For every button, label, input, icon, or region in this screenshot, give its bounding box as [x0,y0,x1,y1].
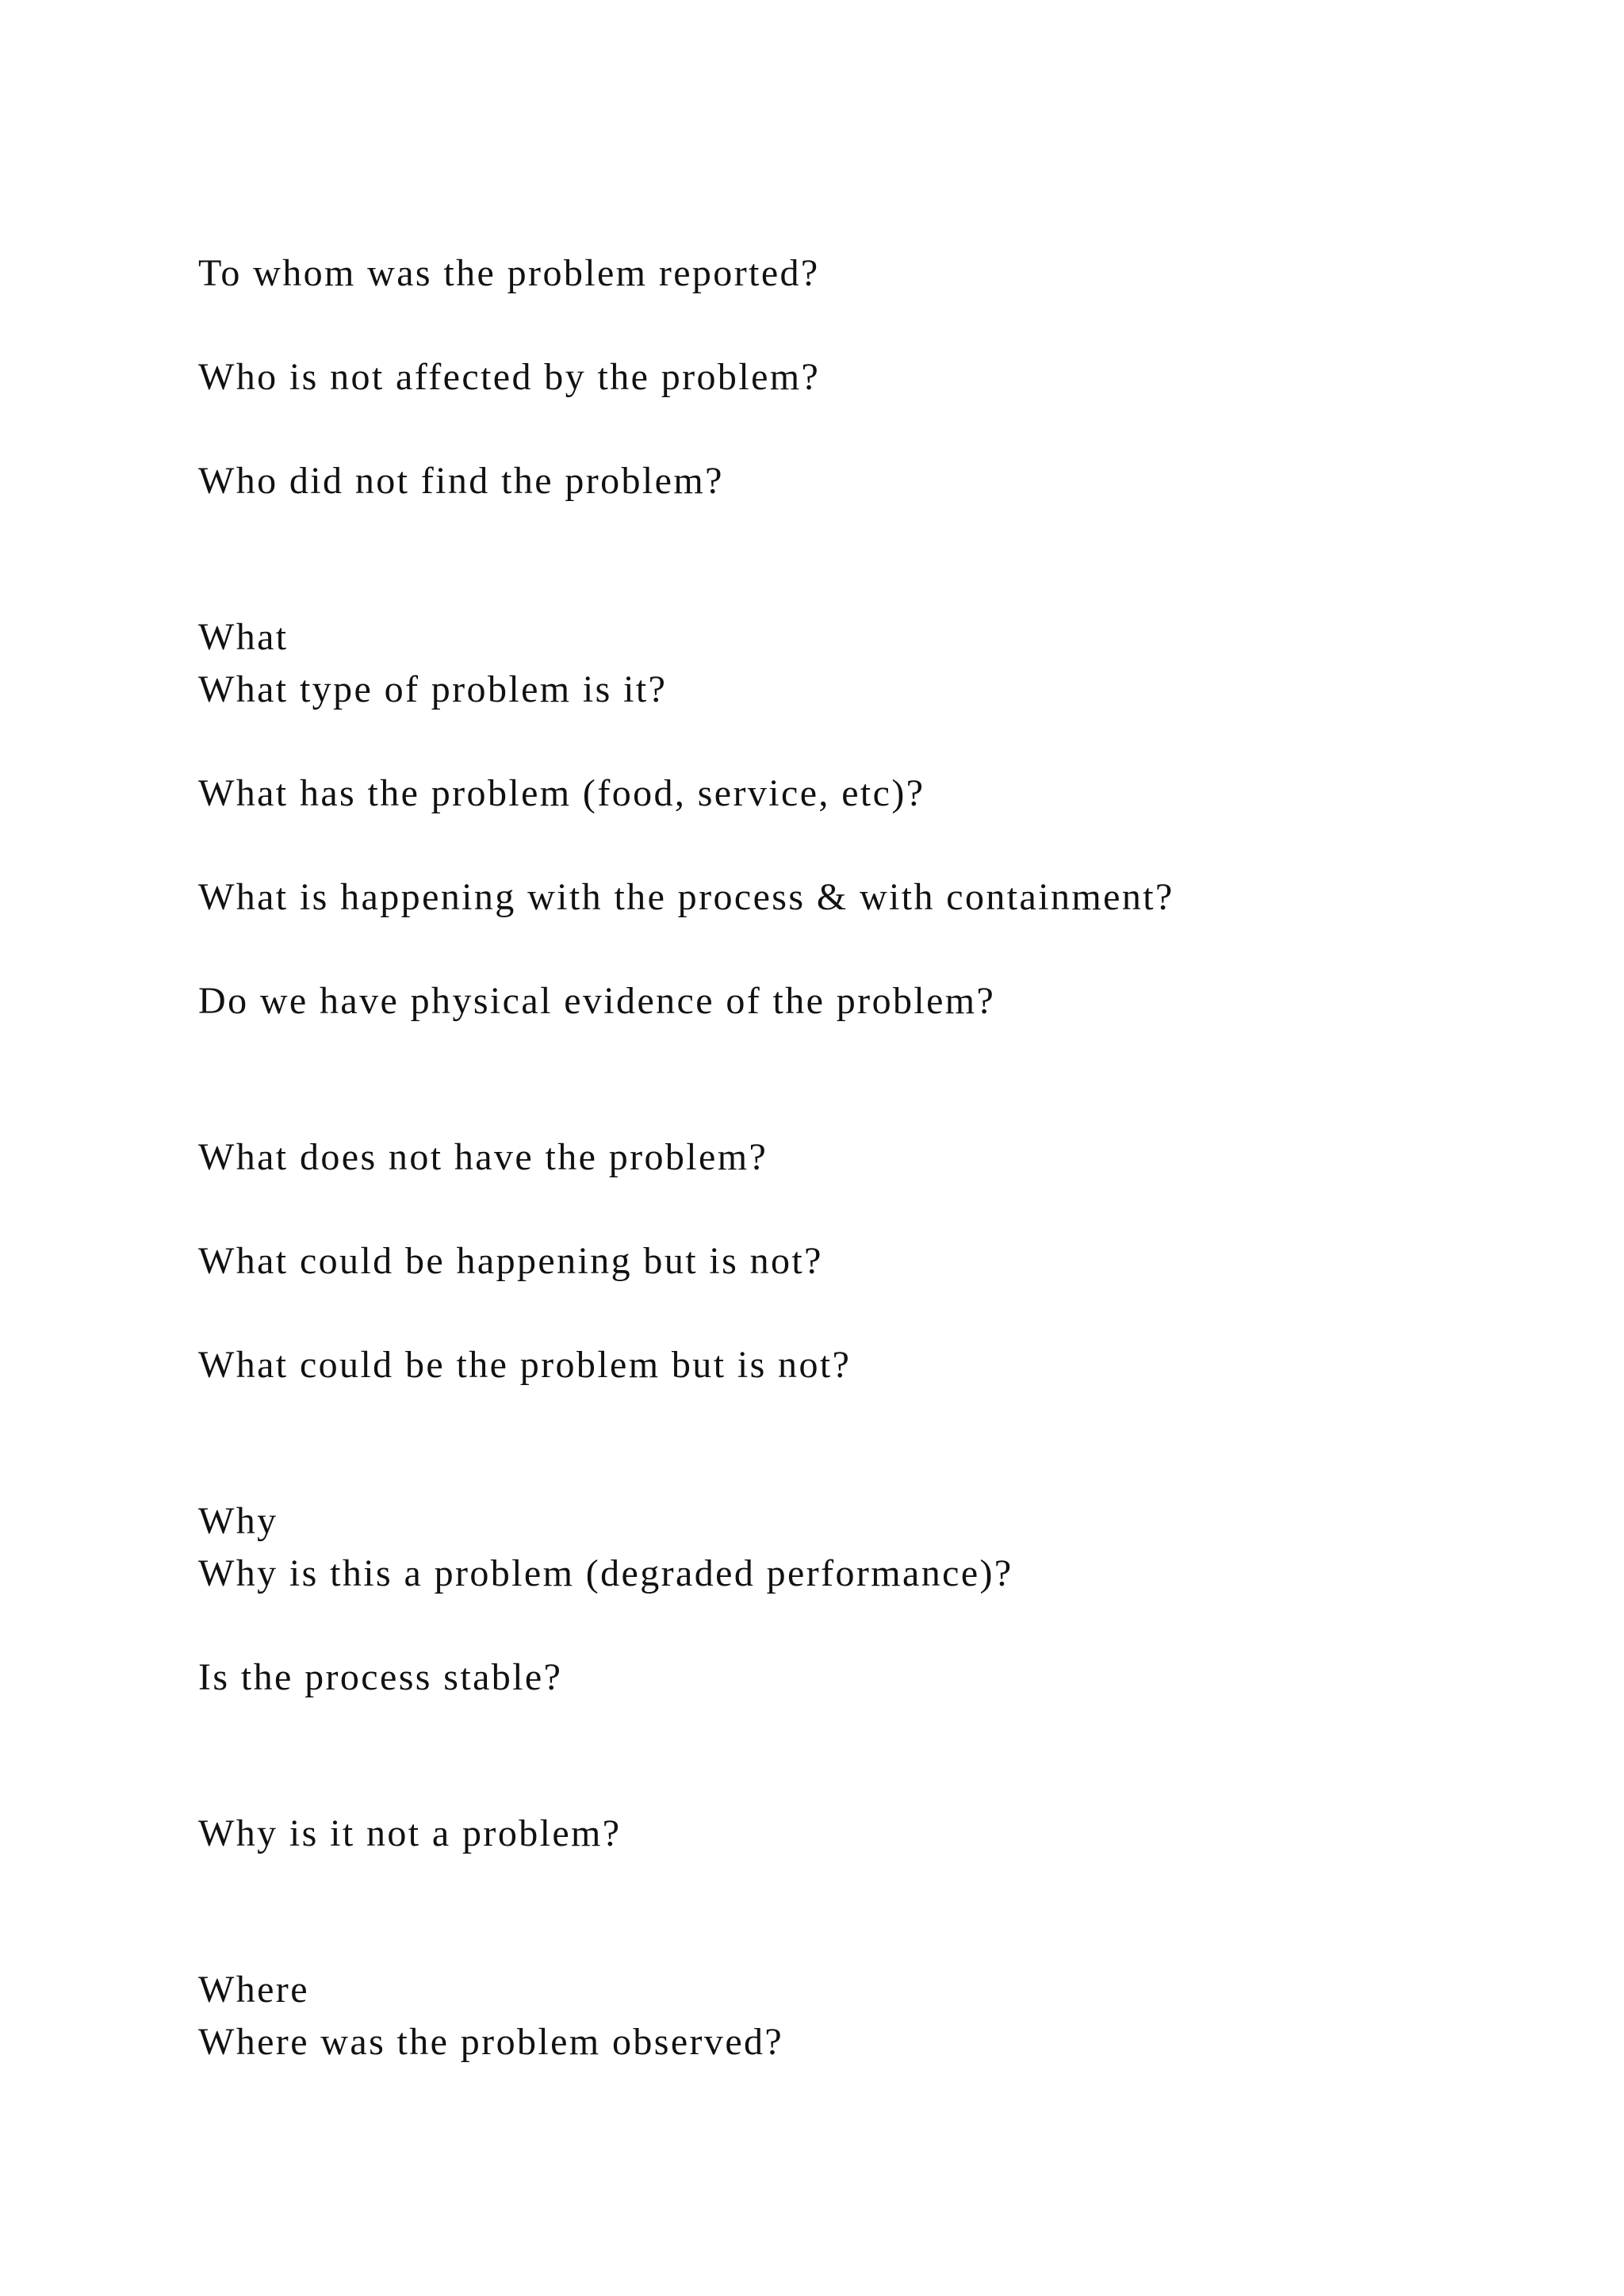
question-line: Who is not affected by the problem? [198,356,821,398]
question-line: Why is this a problem (degraded performance)? [198,1552,1013,1594]
question-line: What does not have the problem? [198,1136,768,1178]
question-line: Who did not find the problem? [198,460,724,502]
question-line: What could be happening but is not? [198,1240,823,1282]
question-line: To whom was the problem reported? [198,252,820,294]
section-heading-what: What [198,616,289,658]
question-line: What could be the problem but is not? [198,1344,852,1386]
question-line: What has the problem (food, service, etc)? [198,772,925,814]
section-heading-where: Where [198,1969,309,2011]
question-line: What is happening with the process & with containment? [198,876,1174,918]
question-line: Where was the problem observed? [198,2021,784,2063]
question-line: Is the process stable? [198,1656,563,1698]
question-line: Why is it not a problem? [198,1812,622,1854]
section-heading-why: Why [198,1500,278,1542]
question-line: What type of problem is it? [198,668,668,710]
question-line: Do we have physical evidence of the problem? [198,980,996,1022]
